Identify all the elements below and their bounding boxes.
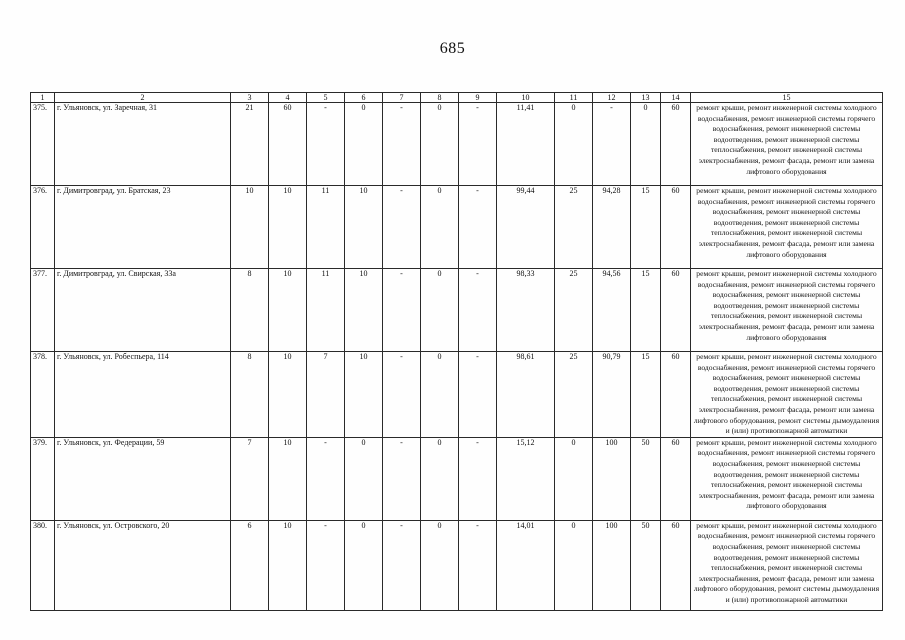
column-header: 12 — [593, 93, 631, 103]
value-cell: 0 — [421, 269, 459, 352]
value-cell: 25 — [555, 352, 593, 438]
value-cell: - — [459, 103, 497, 186]
value-cell: 60 — [661, 437, 691, 520]
value-cell: 14,01 — [497, 520, 555, 610]
column-header: 13 — [631, 93, 661, 103]
value-cell: 15,12 — [497, 437, 555, 520]
column-header: 1 — [31, 93, 55, 103]
value-cell: - — [383, 269, 421, 352]
value-cell: 11,41 — [497, 103, 555, 186]
value-cell: - — [459, 437, 497, 520]
address-cell: г. Ульяновск, ул. Робеспьера, 114 — [55, 352, 231, 438]
value-cell: 10 — [269, 269, 307, 352]
column-header: 8 — [421, 93, 459, 103]
value-cell: - — [307, 520, 345, 610]
value-cell: - — [307, 103, 345, 186]
value-cell: - — [383, 186, 421, 269]
value-cell: 0 — [421, 352, 459, 438]
value-cell: 15 — [631, 352, 661, 438]
value-cell: 15 — [631, 186, 661, 269]
column-header: 6 — [345, 93, 383, 103]
value-cell: 10 — [345, 269, 383, 352]
value-cell: 0 — [421, 186, 459, 269]
value-cell: 25 — [555, 186, 593, 269]
column-header: 11 — [555, 93, 593, 103]
value-cell: - — [593, 103, 631, 186]
value-cell: 98,33 — [497, 269, 555, 352]
value-cell: - — [459, 186, 497, 269]
value-cell: 0 — [421, 103, 459, 186]
value-cell: 60 — [269, 103, 307, 186]
value-cell: - — [383, 437, 421, 520]
value-cell: 0 — [345, 520, 383, 610]
value-cell: - — [383, 103, 421, 186]
value-cell: 10 — [269, 437, 307, 520]
value-cell: 10 — [269, 352, 307, 438]
value-cell: 60 — [661, 520, 691, 610]
value-cell: 100 — [593, 437, 631, 520]
value-cell: - — [459, 352, 497, 438]
value-cell: 21 — [231, 103, 269, 186]
table-row — [31, 269, 883, 352]
address-cell: г. Ульяновск, ул. Федерации, 59 — [55, 437, 231, 520]
value-cell: 60 — [661, 352, 691, 438]
value-cell: - — [383, 520, 421, 610]
row-number-cell: 377. — [31, 269, 55, 352]
works-cell: ремонт крыши, ремонт инженерной системы холодного водоснабжения, ремонт инженерной системы горячего водоснабжения, ремонт инженерной системы водоотведения, ремонт инженерной системы теплоснабжения, ремонт инженерной системы электроснабжения, ремонт фасада, ремонт или замена лифтового оборудования, ремонт системы дымоудаления и (или) противопожарной автоматики — [691, 352, 883, 438]
column-header: 7 — [383, 93, 421, 103]
works-cell: ремонт крыши, ремонт инженерной системы холодного водоснабжения, ремонт инженерной системы горячего водоснабжения, ремонт инженерной системы водоотведения, ремонт инженерной системы теплоснабжения, ремонт инженерной системы электроснабжения, ремонт фасада, ремонт или замена лифтового оборудования — [691, 269, 883, 352]
value-cell: 60 — [661, 269, 691, 352]
column-header: 4 — [269, 93, 307, 103]
column-header: 15 — [691, 93, 883, 103]
column-header: 3 — [231, 93, 269, 103]
table-row — [31, 103, 883, 186]
value-cell: 10 — [269, 520, 307, 610]
value-cell: 50 — [631, 437, 661, 520]
value-cell: 7 — [307, 352, 345, 438]
value-cell: 10 — [231, 186, 269, 269]
value-cell: - — [459, 520, 497, 610]
column-header: 9 — [459, 93, 497, 103]
column-number-row — [31, 93, 883, 103]
row-number-cell: 375. — [31, 103, 55, 186]
address-cell: г. Димитровград, ул. Братская, 23 — [55, 186, 231, 269]
value-cell: - — [383, 352, 421, 438]
table-row — [31, 437, 883, 520]
value-cell: 0 — [421, 437, 459, 520]
value-cell: 8 — [231, 352, 269, 438]
works-cell: ремонт крыши, ремонт инженерной системы холодного водоснабжения, ремонт инженерной системы горячего водоснабжения, ремонт инженерной системы водоотведения, ремонт инженерной системы теплоснабжения, ремонт инженерной системы электроснабжения, ремонт фасада, ремонт или замена лифтового оборудования — [691, 186, 883, 269]
value-cell: 11 — [307, 186, 345, 269]
works-cell: ремонт крыши, ремонт инженерной системы холодного водоснабжения, ремонт инженерной системы горячего водоснабжения, ремонт инженерной системы водоотведения, ремонт инженерной системы теплоснабжения, ремонт инженерной системы электроснабжения, ремонт фасада, ремонт или замена лифтового оборудования, ремонт системы дымоудаления и (или) противопожарной автоматики — [691, 520, 883, 610]
value-cell: 60 — [661, 186, 691, 269]
value-cell: 10 — [345, 352, 383, 438]
value-cell: 8 — [231, 269, 269, 352]
row-number-cell: 376. — [31, 186, 55, 269]
value-cell: 0 — [555, 437, 593, 520]
value-cell: 11 — [307, 269, 345, 352]
row-number-cell: 379. — [31, 437, 55, 520]
row-number-cell: 378. — [31, 352, 55, 438]
value-cell: 100 — [593, 520, 631, 610]
column-header: 10 — [497, 93, 555, 103]
value-cell: 0 — [555, 520, 593, 610]
value-cell: - — [307, 437, 345, 520]
value-cell: 94,28 — [593, 186, 631, 269]
value-cell: 60 — [661, 103, 691, 186]
address-cell: г. Димитровград, ул. Свирская, 33а — [55, 269, 231, 352]
address-cell: г. Ульяновск, ул. Заречная, 31 — [55, 103, 231, 186]
value-cell: 50 — [631, 520, 661, 610]
value-cell: 10 — [269, 186, 307, 269]
value-cell: 0 — [345, 437, 383, 520]
value-cell: 94,56 — [593, 269, 631, 352]
table-row — [31, 352, 883, 438]
value-cell: 10 — [345, 186, 383, 269]
row-number-cell: 380. — [31, 520, 55, 610]
table-row — [31, 186, 883, 269]
value-cell: 0 — [555, 103, 593, 186]
address-cell: г. Ульяновск, ул. Островского, 20 — [55, 520, 231, 610]
value-cell: 0 — [631, 103, 661, 186]
value-cell: 99,44 — [497, 186, 555, 269]
column-header: 5 — [307, 93, 345, 103]
repair-program-table — [30, 92, 883, 611]
table-row — [31, 520, 883, 610]
value-cell: - — [459, 269, 497, 352]
column-header: 14 — [661, 93, 691, 103]
value-cell: 0 — [421, 520, 459, 610]
works-cell: ремонт крыши, ремонт инженерной системы холодного водоснабжения, ремонт инженерной системы горячего водоснабжения, ремонт инженерной системы водоотведения, ремонт инженерной системы теплоснабжения, ремонт инженерной системы электроснабжения, ремонт фасада, ремонт или замена лифтового оборудования — [691, 437, 883, 520]
value-cell: 25 — [555, 269, 593, 352]
value-cell: 7 — [231, 437, 269, 520]
value-cell: 6 — [231, 520, 269, 610]
works-cell: ремонт крыши, ремонт инженерной системы холодного водоснабжения, ремонт инженерной системы горячего водоснабжения, ремонт инженерной системы водоотведения, ремонт инженерной системы теплоснабжения, ремонт инженерной системы электроснабжения, ремонт фасада, ремонт или замена лифтового оборудования — [691, 103, 883, 186]
value-cell: 98,61 — [497, 352, 555, 438]
column-header: 2 — [55, 93, 231, 103]
value-cell: 15 — [631, 269, 661, 352]
value-cell: 0 — [345, 103, 383, 186]
page-number: 685 — [439, 40, 466, 57]
value-cell: 90,79 — [593, 352, 631, 438]
